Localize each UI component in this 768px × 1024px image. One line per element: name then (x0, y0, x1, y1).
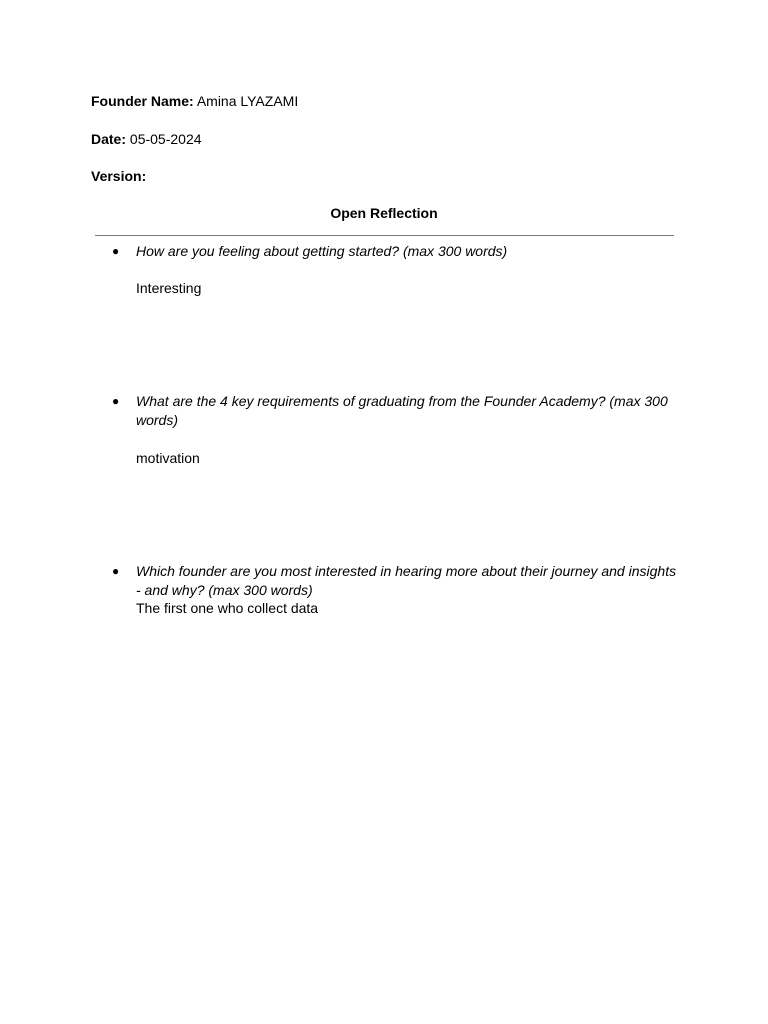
horizontal-divider (95, 235, 674, 236)
bullet-icon: ● (112, 394, 120, 408)
date-value: 05-05-2024 (129, 131, 202, 147)
version-label: Version: (91, 168, 147, 184)
founder-name-value: Amina LYAZAMI (196, 93, 299, 109)
bullet-icon: ● (112, 564, 120, 578)
founder-name-label: Founder Name: (91, 93, 194, 109)
question-text-2: What are the 4 key requirements of graduating from the Founder Academy? (max 300 words) (136, 393, 668, 428)
question-text-3: Which founder are you most interested in hearing more about their journey and insights - and why? (max 300 words) (136, 563, 677, 598)
question-text-1: How are you feeling about getting started? (max 300 words) (136, 243, 508, 259)
date-label: Date: (91, 131, 127, 147)
bullet-icon: ● (112, 244, 120, 258)
answer-text-2: motivation (136, 450, 200, 466)
version-line (91, 168, 146, 185)
answer-text-1: Interesting (136, 280, 202, 296)
founder-name-line (91, 93, 298, 110)
date-line (91, 131, 202, 148)
answer-text-3: The first one who collect data (136, 600, 319, 616)
section-title: Open Reflection (330, 205, 438, 221)
